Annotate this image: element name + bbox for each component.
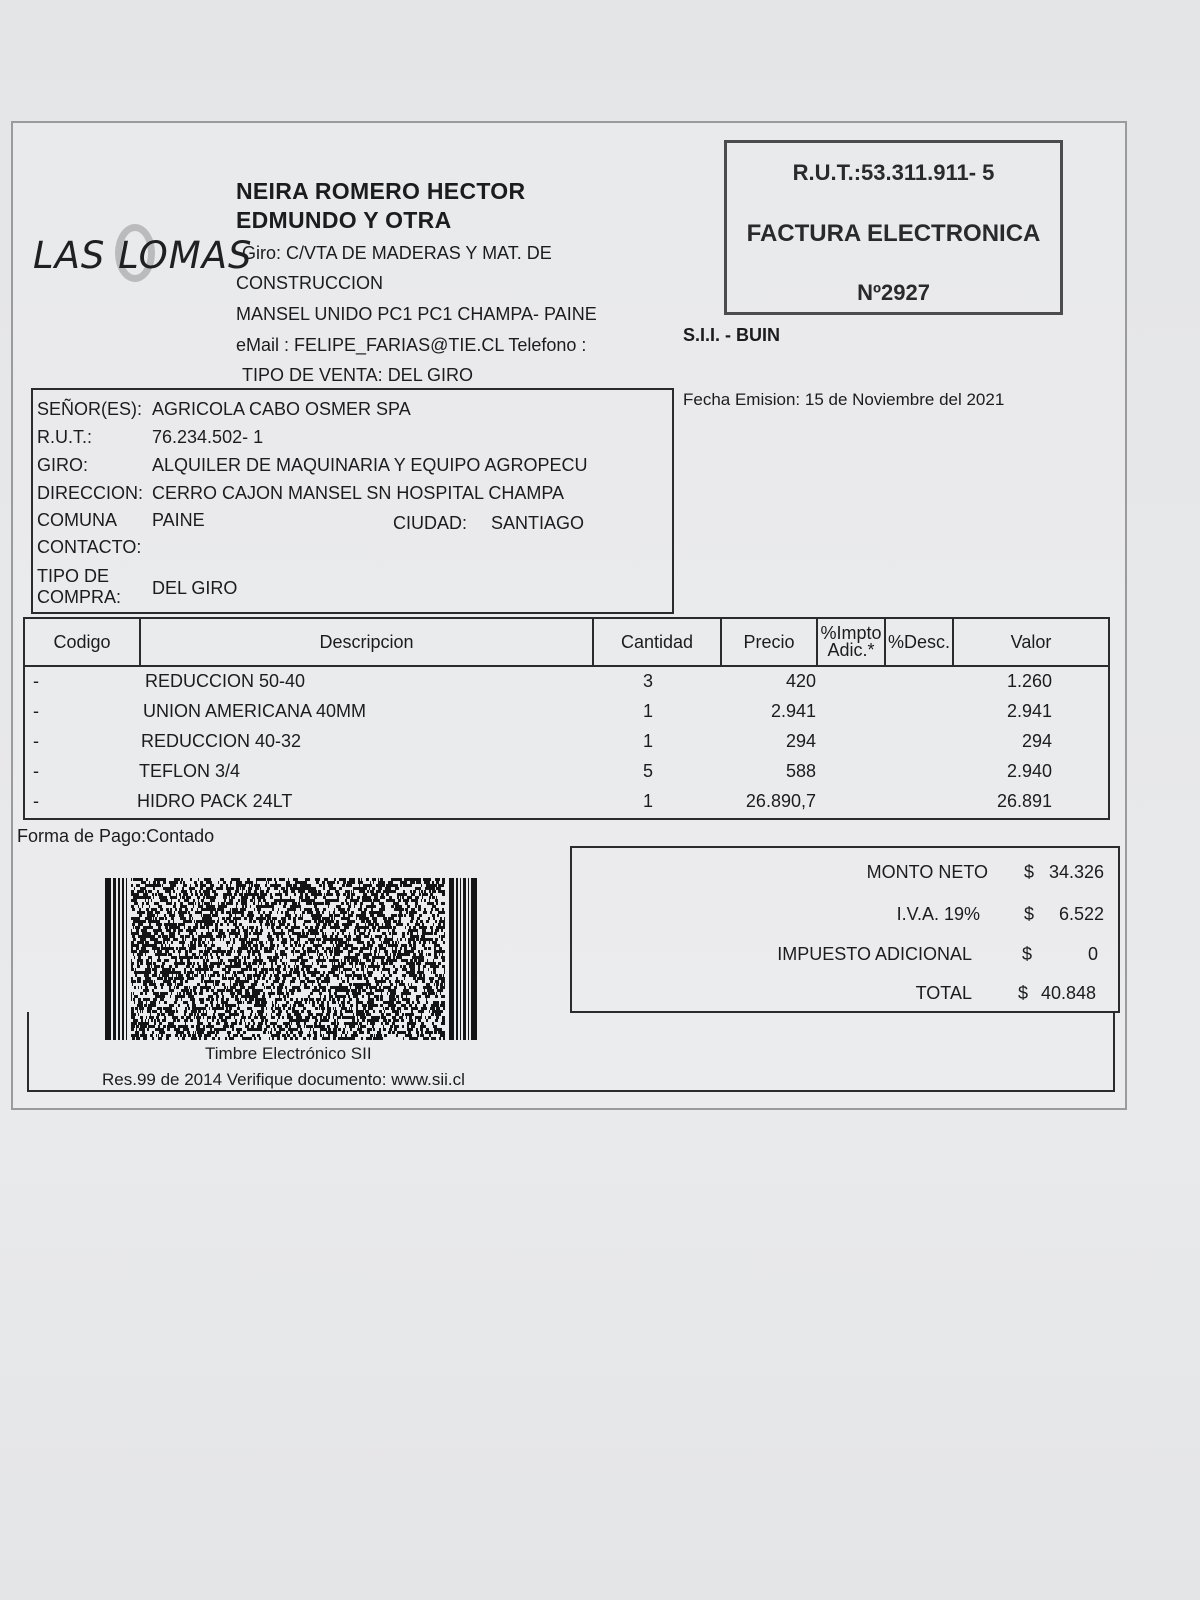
client-comuna-value: PAINE <box>152 510 205 530</box>
row-cantidad: 3 <box>643 671 654 691</box>
table-row <box>25 757 1108 787</box>
iva-label: I.V.A. 19% <box>896 904 980 924</box>
row-precio: 2.941 <box>770 701 816 721</box>
sii-office: S.I.I. - BUIN <box>683 325 781 345</box>
table-header <box>25 619 1108 667</box>
col-impto-line2: Adic.* <box>827 640 875 660</box>
client-ciudad-label: CIUDAD: <box>393 513 468 533</box>
client-rut-value: 76.234.502- 1 <box>152 427 264 447</box>
table-row <box>25 667 1108 697</box>
client-ciudad-value: SANTIAGO <box>491 513 585 533</box>
row-cantidad: 5 <box>643 761 654 781</box>
issuer-name-line2: EDMUNDO Y OTRA <box>236 207 452 233</box>
table-row <box>25 787 1108 817</box>
client-dir-value: CERRO CAJON MANSEL SN HOSPITAL CHAMPA <box>152 483 565 503</box>
document-number: Nº2927 <box>857 280 930 305</box>
issuer-tipo-venta: TIPO DE VENTA: DEL GIRO <box>242 365 474 385</box>
col-codigo: Codigo <box>25 619 141 665</box>
row-cantidad: 1 <box>643 791 654 811</box>
row-valor: 2.940 <box>1006 761 1052 781</box>
issuer-giro-line2: CONSTRUCCION <box>236 273 383 293</box>
client-tipo-compra-label-2: COMPRA: <box>37 587 122 607</box>
items-table <box>23 617 1110 820</box>
totals-box <box>570 846 1120 1013</box>
neto-value: 34.326 <box>1048 862 1104 882</box>
impuesto-adicional-value: 0 <box>1087 944 1098 964</box>
impuesto-adicional-label: IMPUESTO ADICIONAL <box>777 944 972 964</box>
client-dir-label: DIRECCION: <box>37 483 144 503</box>
client-box <box>31 388 674 614</box>
row-codigo: - <box>33 731 39 751</box>
table-row <box>25 727 1108 757</box>
row-descripcion: UNION AMERICANA 40MM <box>143 701 367 721</box>
row-descripcion: REDUCCION 40-32 <box>141 731 302 751</box>
row-valor: 294 <box>1021 731 1052 751</box>
row-cantidad: 1 <box>643 731 654 751</box>
company-logo: LAS LOMAS <box>33 234 253 277</box>
document-type: FACTURA ELECTRONICA <box>746 220 1041 247</box>
issuer-name-line1: NEIRA ROMERO HECTOR <box>236 178 526 204</box>
row-codigo: - <box>33 701 39 721</box>
document-id-box <box>724 140 1063 315</box>
row-precio: 26.890,7 <box>745 791 816 811</box>
row-valor: 26.891 <box>996 791 1052 811</box>
client-tipo-compra-value: DEL GIRO <box>152 578 238 598</box>
row-precio: 588 <box>785 761 816 781</box>
sii-resolution: Res.99 de 2014 Verifique documento: www.sii.cl <box>102 1070 465 1089</box>
total-value: 40.848 <box>1040 983 1096 1003</box>
row-valor: 1.260 <box>1006 671 1052 691</box>
client-giro-label: GIRO: <box>37 455 89 475</box>
client-tipo-compra-label-1: TIPO DE <box>37 566 110 586</box>
row-descripcion: TEFLON 3/4 <box>139 761 241 781</box>
client-giro-value: ALQUILER DE MAQUINARIA Y EQUIPO AGROPECU <box>152 455 588 475</box>
row-codigo: - <box>33 671 39 691</box>
col-precio: Precio <box>722 619 818 665</box>
client-senor-value: AGRICOLA CABO OSMER SPA <box>152 399 411 419</box>
issue-date: Fecha Emision: 15 de Noviembre del 2021 <box>683 390 1005 409</box>
row-valor: 2.941 <box>1006 701 1052 721</box>
col-impto <box>818 619 886 665</box>
client-contacto-label: CONTACTO: <box>37 537 142 557</box>
row-codigo: - <box>33 761 39 781</box>
neto-currency: $ <box>1024 862 1035 882</box>
client-rut-label: R.U.T.: <box>37 427 93 447</box>
total-currency: $ <box>1018 983 1029 1003</box>
client-comuna-label: COMUNA <box>37 510 117 530</box>
iva-value: 6.522 <box>1058 904 1104 924</box>
issuer-giro-line1: Giro: C/VTA DE MADERAS Y MAT. DE <box>242 243 552 263</box>
iva-currency: $ <box>1024 904 1035 924</box>
row-codigo: - <box>33 791 39 811</box>
row-descripcion: HIDRO PACK 24LT <box>137 791 293 811</box>
total-label: TOTAL <box>915 983 972 1003</box>
issuer-email: eMail : FELIPE_FARIAS@TIE.CL Telefono : <box>236 335 587 355</box>
neto-label: MONTO NETO <box>866 862 988 882</box>
issuer-address: MANSEL UNIDO PC1 PC1 CHAMPA- PAINE <box>236 304 597 324</box>
client-senor-label: SEÑOR(ES): <box>37 399 143 419</box>
row-precio: 294 <box>785 731 816 751</box>
col-descripcion: Descripcion <box>141 619 594 665</box>
row-precio: 420 <box>785 671 816 691</box>
row-cantidad: 1 <box>643 701 654 721</box>
issuer-name <box>236 177 525 235</box>
col-impto-line1: %Impto <box>820 623 882 643</box>
col-cantidad: Cantidad <box>594 619 722 665</box>
table-row <box>25 697 1108 727</box>
row-descripcion: REDUCCION 50-40 <box>145 671 306 691</box>
col-valor: Valor <box>1010 631 1052 652</box>
forma-pago: Forma de Pago:Contado <box>17 826 215 846</box>
impuesto-adicional-currency: $ <box>1022 944 1033 964</box>
col-desc: %Desc. <box>886 619 954 665</box>
timbre-label: Timbre Electrónico SII <box>205 1044 372 1063</box>
issuer-rut: R.U.T.:53.311.911- 5 <box>792 160 995 185</box>
